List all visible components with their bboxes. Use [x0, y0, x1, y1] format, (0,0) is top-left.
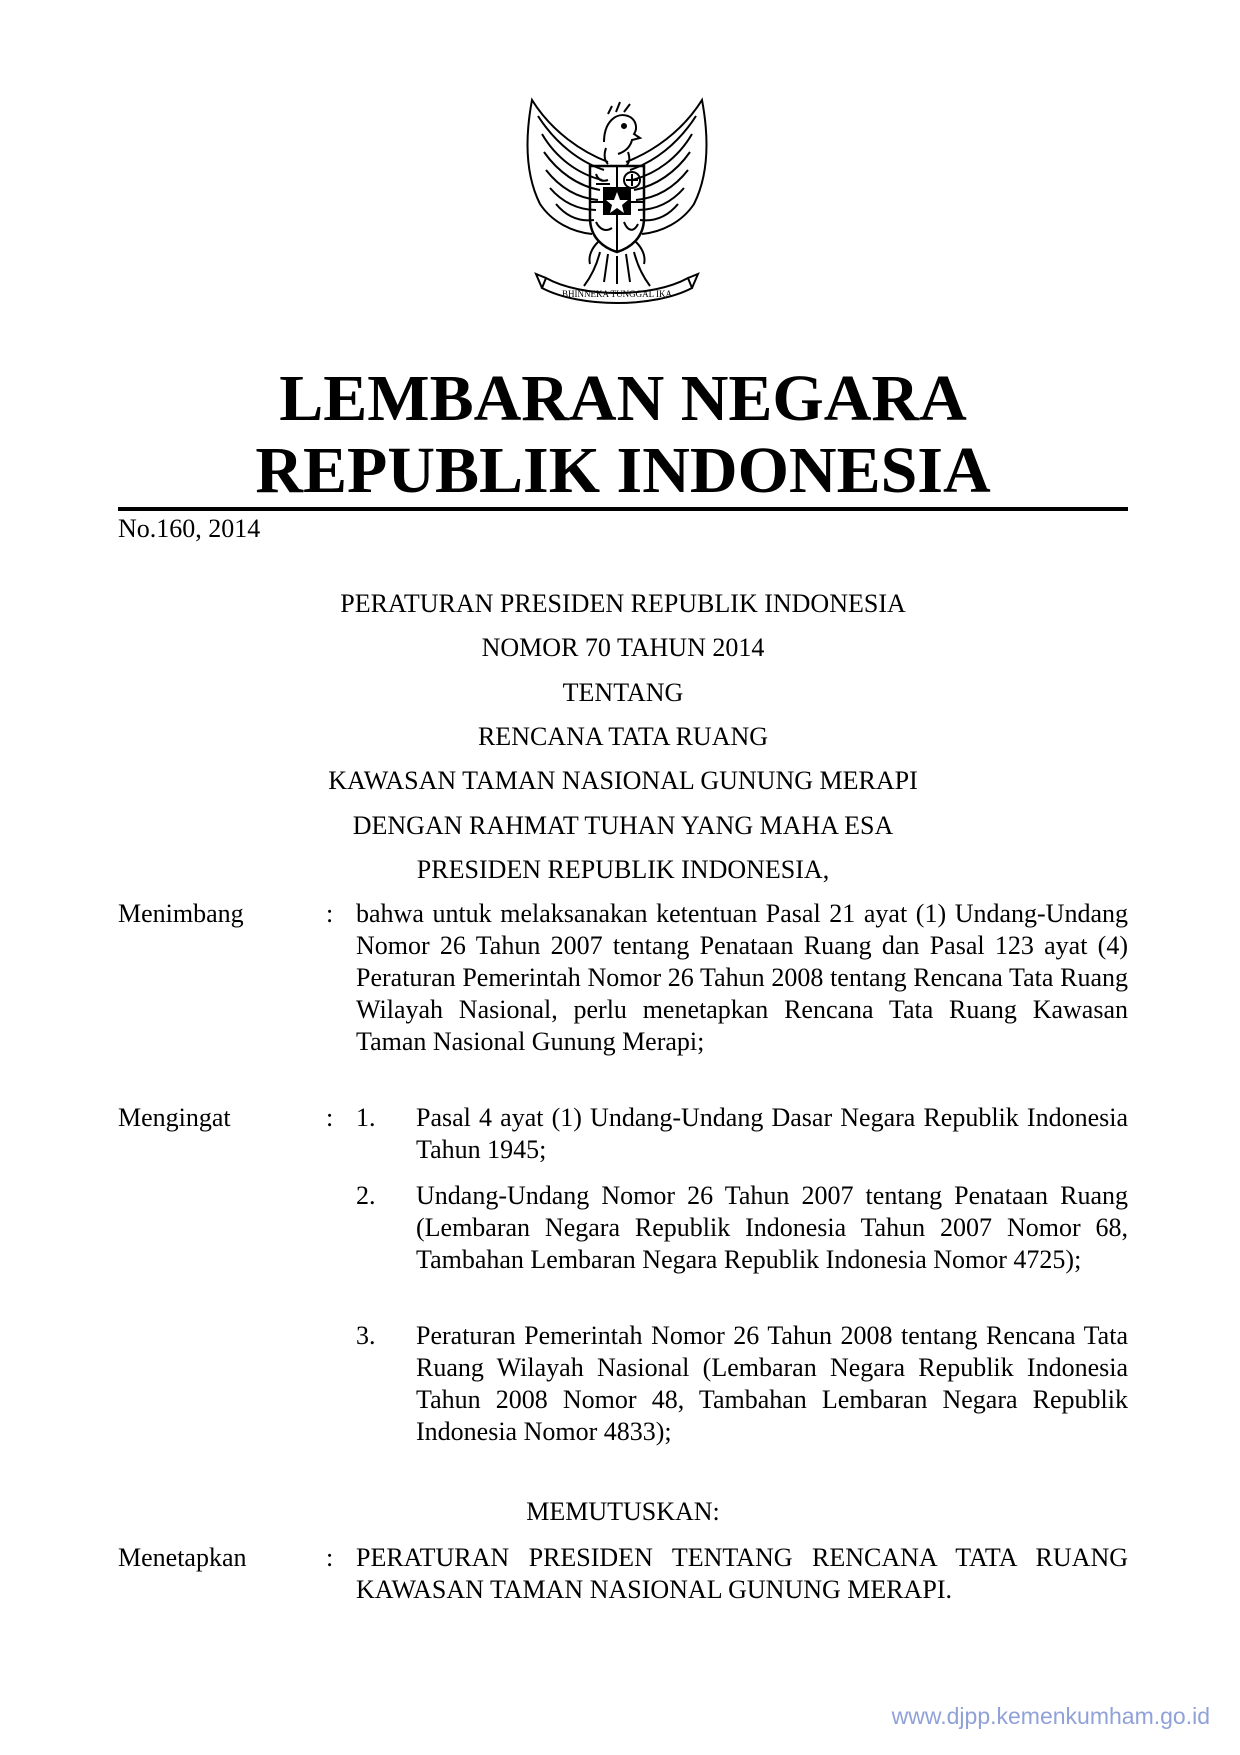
menimbang-label: Menimbang	[118, 899, 244, 928]
title-subject-2: KAWASAN TAMAN NASIONAL GUNUNG MERAPI	[328, 766, 918, 795]
masthead-line-1: LEMBARAN NEGARA	[279, 362, 967, 435]
mengingat-item-3-number: 3.	[356, 1321, 376, 1350]
footer-website-link[interactable]: www.djpp.kemenkumham.go.id	[891, 1703, 1210, 1729]
title-president: PRESIDEN REPUBLIK INDONESIA,	[416, 855, 830, 884]
title-subject-1: RENCANA TATA RUANG	[477, 722, 769, 751]
menimbang-text: bahwa untuk melaksanakan ketentuan Pasal 21 ayat (1) Undang-Undang Nomor 26 Tahun 2007 tentang Penataan Ruang dan Pasal 123 ayat (4) Peraturan Pemerintah Nomor 26 Tahun 2008 tentang Rencana Tata Ruang Wilayah Nasional, perlu menetapkan Rencana Tata Ruang Kawasan Taman Nasional Gunung Merapi;	[356, 899, 1128, 1056]
menimbang-colon: :	[326, 899, 334, 928]
mengingat-colon: :	[326, 1103, 334, 1132]
emblem-motto: BHINNEKA TUNGGAL IKA	[562, 289, 672, 299]
mengingat-item-1-number: 1.	[356, 1103, 376, 1132]
menetapkan-colon: :	[326, 1543, 334, 1572]
mengingat-item-1-text: Pasal 4 ayat (1) Undang-Undang Dasar Negara Republik Indonesia Tahun 1945;	[416, 1103, 1128, 1164]
title-about: TENTANG	[562, 678, 684, 707]
title-preamble: DENGAN RAHMAT TUHAN YANG MAHA ESA	[352, 811, 894, 840]
title-regulation: PERATURAN PRESIDEN REPUBLIK INDONESIA	[340, 589, 906, 618]
issue-number: No.160, 2014	[118, 514, 261, 543]
garuda-emblem-icon	[512, 92, 722, 312]
masthead-line-2: REPUBLIK INDONESIA	[255, 434, 991, 507]
menetapkan-label: Menetapkan	[118, 1543, 247, 1572]
mengingat-item-3-text: Peraturan Pemerintah Nomor 26 Tahun 2008 tentang Rencana Tata Ruang Wilayah Nasional (Lembaran Negara Republik Indonesia Tahun 2008 Nomor 48, Tambahan Lembaran Negara Republik Indonesia Nomor 4833);	[416, 1321, 1128, 1446]
menetapkan-text: PERATURAN PRESIDEN TENTANG RENCANA TATA RUANG KAWASAN TAMAN NASIONAL GUNUNG MERAPI.	[356, 1543, 1128, 1604]
memutuskan-heading: MEMUTUSKAN:	[526, 1497, 720, 1526]
masthead-rule	[118, 507, 1128, 511]
mengingat-label: Mengingat	[118, 1103, 231, 1132]
mengingat-item-2-number: 2.	[356, 1181, 376, 1210]
mengingat-item-2-text: Undang-Undang Nomor 26 Tahun 2007 tentang Penataan Ruang (Lembaran Negara Republik Indonesia Tahun 2007 Nomor 68, Tambahan Lembaran Negara Republik Indonesia Nomor 4725);	[416, 1181, 1128, 1274]
title-number: NOMOR 70 TAHUN 2014	[481, 633, 765, 662]
